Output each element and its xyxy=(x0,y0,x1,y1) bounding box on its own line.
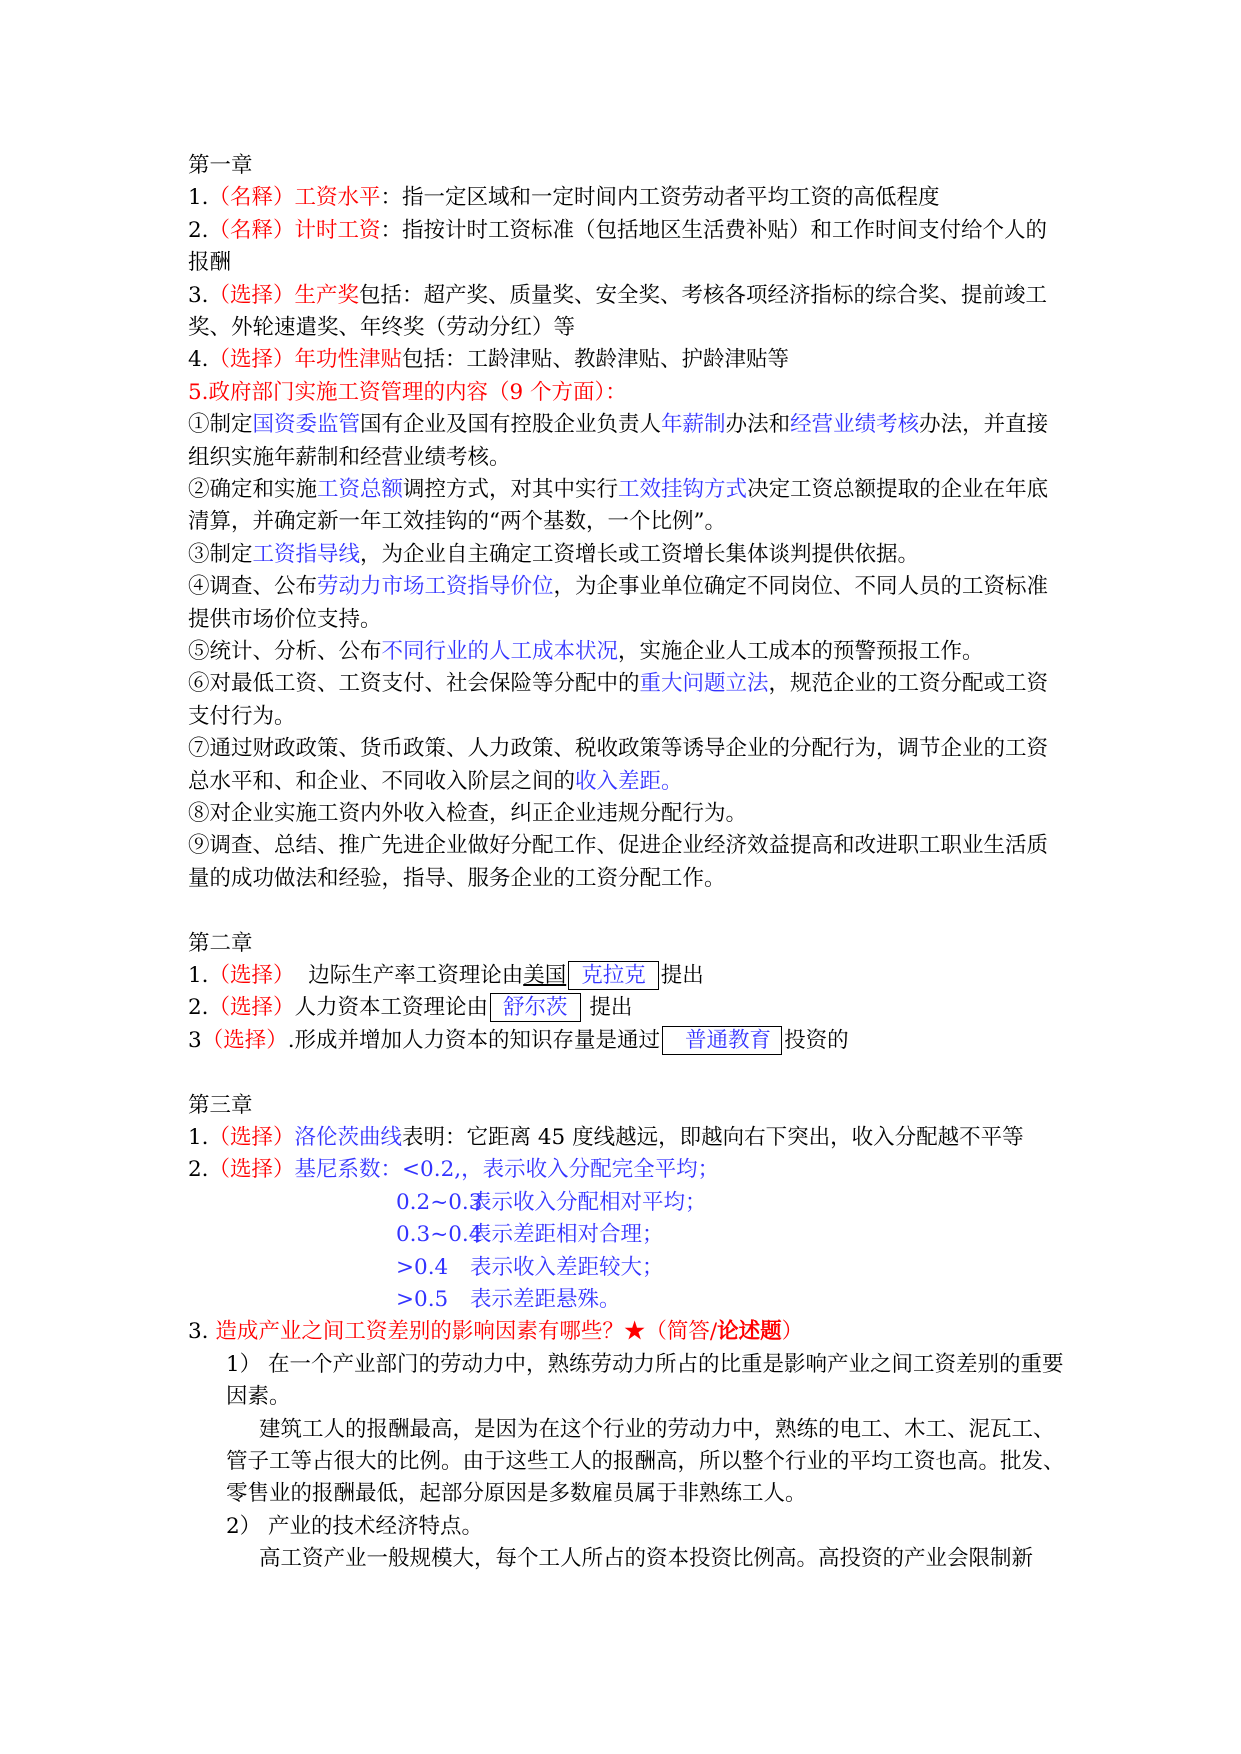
text-run: ⑦通过财政政策、货币政策、人力政策、税收政策等诱导企业的分配行为，调节企业的工资总水平和、和企业、不同收入阶层之间的 xyxy=(188,736,1049,794)
subpoint-text: 产业的技术经济特点。 xyxy=(261,1513,484,1539)
item-text: 包括：超产奖、质量奖、安全奖、考核各项经济指标的综合奖、提前竣工奖、外轮速遣奖、年终奖（劳动分红）等 xyxy=(188,282,1048,340)
text-run: ③制定 xyxy=(188,541,253,567)
subpoint-text: 在一个产业部门的劳动力中，熟练劳动力所占的比重是影响产业之间工资差别的重要因素。 xyxy=(226,1351,1064,1410)
item-tag: （选择） xyxy=(208,282,295,308)
item-title: 政府部门实施工资管理的内容（9 个方面）： xyxy=(208,379,627,405)
item-number: 3 xyxy=(188,1027,202,1053)
ch1-point-6 xyxy=(188,668,1068,733)
gini-range: 0.3~0.4 xyxy=(396,1222,483,1248)
gini-row xyxy=(188,1219,1068,1251)
item-number: 1. xyxy=(188,185,209,211)
item-number: 2. xyxy=(188,995,209,1021)
text-run: ，规范企业的工资分配或工资支付行为。 xyxy=(188,671,1049,729)
item-text: ：指按计时工资标准（包括地区生活费补贴）和工作时间支付给个人的报酬 xyxy=(188,217,1048,276)
ch2-item-2 xyxy=(188,992,1068,1024)
item-term: 生产奖 xyxy=(294,282,360,308)
highlight-run: 工资总额 xyxy=(317,477,404,502)
ch1-point-1 xyxy=(188,409,1068,474)
ch1-point-9 xyxy=(188,830,1068,895)
document-page xyxy=(188,150,1068,1576)
highlight-run: 经营业绩考核 xyxy=(790,412,920,438)
ch1-item-1 xyxy=(188,182,1068,214)
ch3-item-3 xyxy=(188,1316,1068,1348)
ch1-item-2 xyxy=(188,215,1068,280)
text-run: ②确定和实施 xyxy=(188,477,318,502)
gini-range: <0.2, xyxy=(402,1157,462,1183)
item-term: 计时工资 xyxy=(294,217,381,243)
item-text: 人力资本工资理论由 xyxy=(294,995,489,1021)
ch2-item-3 xyxy=(188,1025,1068,1057)
gini-desc: 表示收入分配相对平均； xyxy=(470,1189,707,1215)
ch3-subpoint-1-body: 建筑工人的报酬最高，是因为在这个行业的劳动力中，熟练的电工、木工、泥瓦工、管子工等占很大的比例。由于这些工人的报酬高，所以整个行业的平均工资也高。批发、零售业的报酬最低，起部分原因是多数雇员属于非熟练工人。 xyxy=(226,1416,1065,1507)
highlight-run: 国资委监管 xyxy=(252,412,361,438)
highlight-run: 收入差距。 xyxy=(575,768,683,794)
ch1-item-3 xyxy=(188,280,1068,345)
ch1-item-5 xyxy=(188,377,1068,409)
text-run: 办法，并直接组织实施年薪制和经营业绩考核。 xyxy=(188,412,1049,470)
spacer xyxy=(188,1057,1068,1089)
highlight-run: 工资指导线 xyxy=(252,541,361,567)
ch3-subpoint-2-body: 高工资产业一般规模大，每个工人所占的资本投资比例高。高投资的产业会限制新 xyxy=(259,1546,1034,1572)
item-number: 2. xyxy=(188,1157,209,1183)
answer-box: 克拉克 xyxy=(568,961,659,990)
item-term: 年功性津贴 xyxy=(294,347,403,373)
ch3-subpoint-1 xyxy=(188,1349,1068,1414)
item-text: 提出 xyxy=(582,995,633,1021)
subpoint-label: 2） xyxy=(226,1513,262,1539)
ch3-item-1 xyxy=(188,1122,1068,1154)
question-text: 造成产业之间工资差别的影响因素有哪些？★（简答/ xyxy=(215,1319,718,1345)
text-run: 办法和 xyxy=(725,412,791,438)
item-text: 投资的 xyxy=(784,1027,849,1053)
highlight-run: 不同行业的人工成本状况 xyxy=(381,639,619,665)
text-run: ⑨调查、总结、推广先进企业做好分配工作、促进企业经济效益提高和改进职工职业生活质量的成功做法和经验，指导、服务企业的工资分配工作。 xyxy=(188,833,1049,891)
item-tag: （选择） xyxy=(208,1124,295,1150)
item-tag: （选择） xyxy=(208,995,295,1021)
item-text: 包括：工龄津贴、教龄津贴、护龄津贴等 xyxy=(402,347,790,373)
answer-box: 舒尔茨 xyxy=(490,993,581,1022)
item-text: 提出 xyxy=(660,963,704,989)
question-bold-text: 论述题 xyxy=(717,1319,782,1345)
item-tag: （名释） xyxy=(208,217,295,243)
gini-desc: ，表示收入分配完全平均； xyxy=(461,1157,720,1183)
item-text: 边际生产率工资理论由 xyxy=(294,963,524,989)
ch3-subpoint-2 xyxy=(188,1511,1068,1543)
ch1-point-8 xyxy=(188,798,1068,830)
item-term: 工资水平 xyxy=(294,185,381,211)
item-term: 基尼系数： xyxy=(294,1157,403,1183)
highlight-run: 劳动力市场工资指导价位 xyxy=(317,574,554,600)
text-run: ，实施企业人工成本的预警预报工作。 xyxy=(618,639,984,665)
text-run: ⑥对最低工资、工资支付、社会保险等分配中的 xyxy=(188,671,640,697)
gini-desc: 表示收入差距较大； xyxy=(470,1254,664,1280)
item-number: 1. xyxy=(188,963,209,989)
item-text: .形成并增加人力资本的知识存量是通过 xyxy=(287,1027,661,1053)
ch1-item-4 xyxy=(188,344,1068,376)
text-run: ，为企事业单位确定不同岗位、不同人员的工资标准提供市场价位支持。 xyxy=(188,574,1049,632)
item-number: 3. xyxy=(188,1319,209,1345)
gini-row xyxy=(188,1187,1068,1219)
gini-desc: 表示差距相对合理； xyxy=(470,1222,664,1248)
item-number: 5. xyxy=(188,379,209,405)
ch1-point-3 xyxy=(188,539,1068,571)
text-run: ④调查、公布 xyxy=(188,574,318,600)
item-tag: （选择） xyxy=(201,1027,288,1053)
text-run: 调控方式，对其中实行 xyxy=(403,477,619,502)
answer-box: 普通教育 xyxy=(662,1026,782,1055)
ch1-point-2 xyxy=(188,474,1068,539)
text-run: ，为企业自主确定工资增长或工资增长集体谈判提供依据。 xyxy=(360,541,920,567)
gini-row xyxy=(188,1284,1068,1316)
underlined-text: 美国 xyxy=(523,963,567,989)
gini-range: >0.4 xyxy=(396,1254,449,1280)
highlight-run: 年薪制 xyxy=(661,412,726,438)
text-run: ①制定 xyxy=(188,412,253,438)
item-tag: （选择） xyxy=(208,347,295,373)
item-number: 2. xyxy=(188,217,209,243)
item-number: 1. xyxy=(188,1124,209,1150)
chapter-3-heading: 第三章 xyxy=(188,1092,253,1118)
ch2-item-1 xyxy=(188,960,1068,992)
gini-desc: 表示差距悬殊。 xyxy=(470,1286,621,1312)
text-run: ⑤统计、分析、公布 xyxy=(188,639,382,665)
chapter-1-heading: 第一章 xyxy=(188,153,253,178)
gini-range: 0.2~0.3 xyxy=(396,1189,483,1215)
item-number: 4. xyxy=(188,347,209,373)
highlight-run: 工效挂钩方式 xyxy=(618,477,748,502)
item-text: ：指一定区域和一定时间内工资劳动者平均工资的高低程度 xyxy=(380,185,940,211)
gini-row xyxy=(188,1252,1068,1284)
chapter-2-heading: 第二章 xyxy=(188,930,253,956)
gini-range: >0.5 xyxy=(396,1286,449,1312)
ch1-point-7 xyxy=(188,733,1068,798)
ch1-point-4 xyxy=(188,571,1068,636)
item-tag: （选择） xyxy=(208,963,295,989)
subpoint-label: 1） xyxy=(226,1351,262,1377)
ch3-item-2 xyxy=(188,1154,1068,1186)
spacer xyxy=(188,895,1068,927)
item-term: 洛伦茨曲线 xyxy=(294,1124,403,1150)
text-run: ⑧对企业实施工资内外收入检查，纠正企业违规分配行为。 xyxy=(188,801,748,827)
item-tag: （名释） xyxy=(208,185,295,211)
text-run: 国有企业及国有控股企业负责人 xyxy=(360,412,662,438)
highlight-run: 重大问题立法 xyxy=(639,671,769,697)
text-run: 决定工资总额提取的企业在年底清算，并确定新一年工效挂钩的“两个基数，一个比例”。 xyxy=(188,477,1049,535)
ch1-point-5 xyxy=(188,636,1068,668)
question-text: ） xyxy=(781,1319,804,1345)
item-tag: （选择） xyxy=(208,1157,295,1183)
item-number: 3. xyxy=(188,282,209,308)
item-text: 表明：它距离 45 度线越远，即越向右下突出，收入分配越不平等 xyxy=(402,1124,1024,1150)
